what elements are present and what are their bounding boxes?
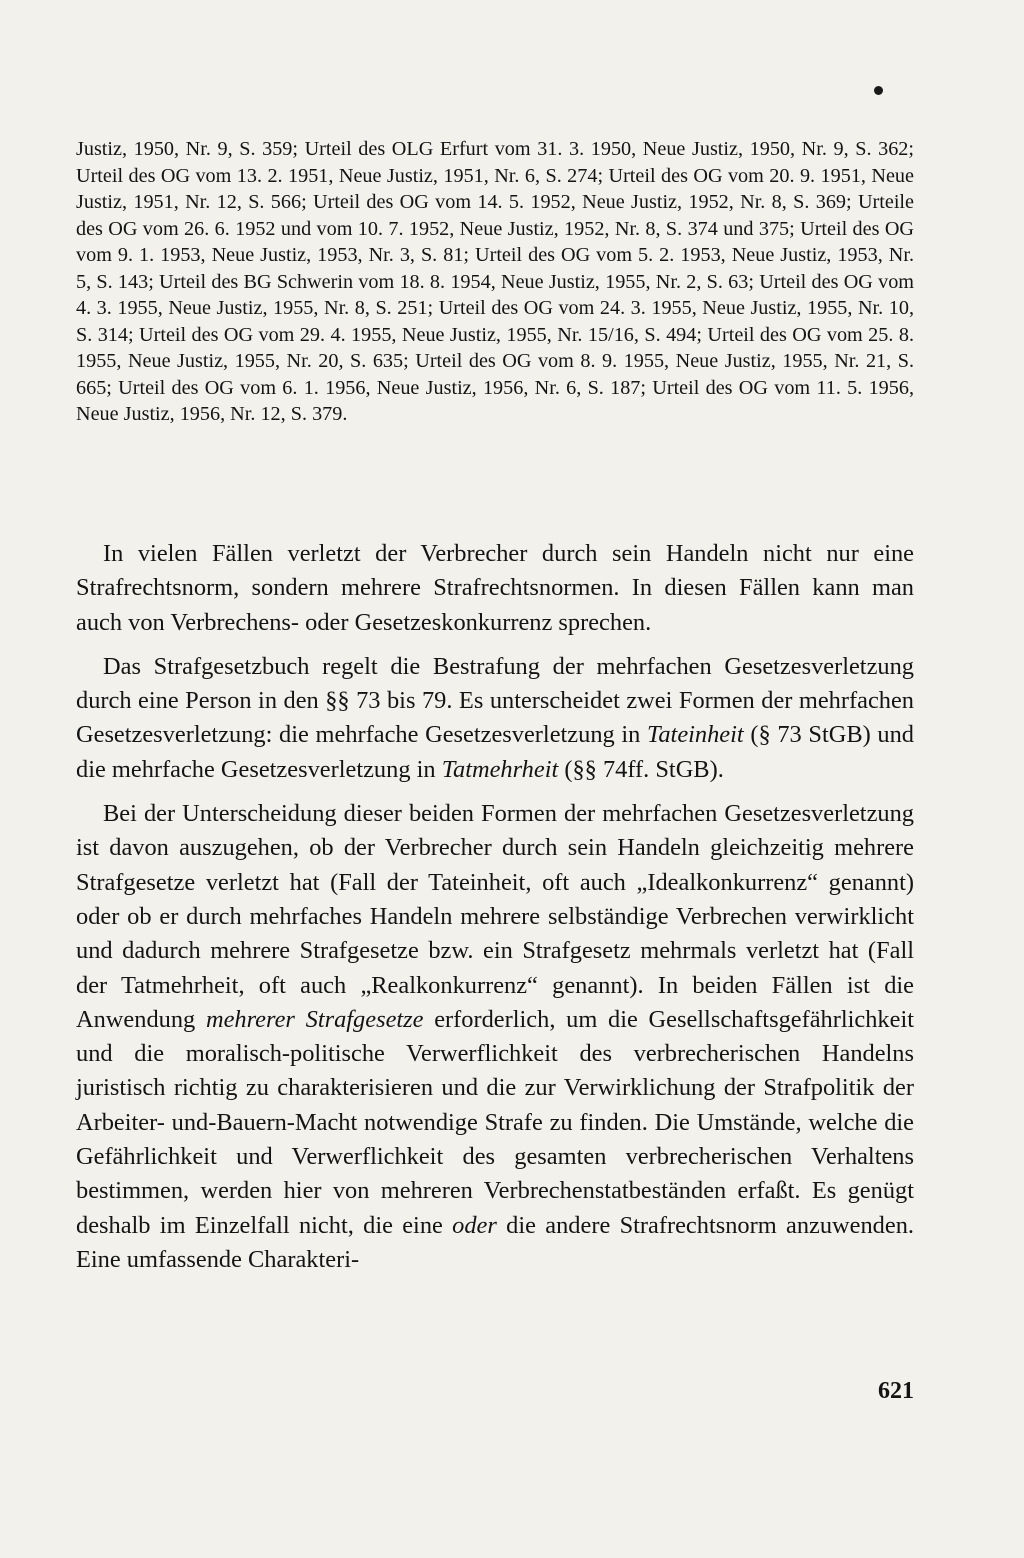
paragraph-2-text: (§ 73 StGB) und die mehrfache Gesetzesverletzung in	[76, 721, 914, 783]
ink-dot	[874, 86, 883, 95]
paragraph-2-text: Das Strafgesetzbuch regelt die Bestrafung der mehrfachen Gesetzesverletzung durch eine Person in den §§ 73 bis 79. Es unterscheidet zwei Formen der mehrfachen Gesetzesverletzung: die mehrfache Gesetzesverletzung in	[76, 652, 914, 749]
emphasis-oder: oder	[452, 1211, 497, 1239]
term-tateinheit: Tateinheit	[647, 721, 744, 749]
paragraph-1: In vielen Fällen verletzt der Verbrecher durch sein Handeln nicht nur eine Strafrechtsnorm, sondern mehrere Strafrechtsnormen. In diesen Fällen kann man auch von Verbrechens- oder Gesetzeskonkurrenz sprechen.	[76, 540, 914, 636]
paragraph-3	[76, 797, 914, 1277]
emphasis-mehrerer-strafgesetze: mehrerer Strafgesetze	[205, 1005, 424, 1033]
term-tatmehrheit: Tatmehrheit	[441, 755, 559, 783]
paragraph-2-text: (§§ 74ff. StGB).	[558, 755, 724, 783]
paragraph-3-text: erforderlich, um die Gesellschaftsgefährlichkeit und die moralisch-politische Verwerflichkeit des verbrecherischen Handelns juristisch richtig zu charakterisieren und die zur Verwirklichung der Strafpolitik der Arbeiter- und-Bauern-Macht notwendige Strafe zu finden. Die Umstände, welche die Gefährlichkeit und Verwerflichkeit des gesamten verbrecherischen Verhaltens bestimmen, werden hier von mehreren Verbrechenstatbeständen erfaßt. Es genügt deshalb im Einzelfall nicht, die eine	[76, 1005, 915, 1239]
main-text	[76, 537, 914, 1287]
footnote-references: Justiz, 1950, Nr. 9, S. 359; Urteil des OLG Erfurt vom 31. 3. 1950, Neue Justiz, 1950, Nr. 9, S. 362; Urteil des OG vom 13. 2. 1951, Neue Justiz, 1951, Nr. 6, S. 274; Urteil des OG vom 20. 9. 1951, Neue Justiz, 1951, Nr. 12, S. 566; Urteil des OG vom 14. 5. 1952, Neue Justiz, 1952, Nr. 8, S. 369; Urteile des OG vom 26. 6. 1952 und vom 10. 7. 1952, Neue Justiz, 1952, Nr. 8, S. 374 und 375; Urteil des OG vom 9. 1. 1953, Neue Justiz, 1953, Nr. 3, S. 81; Urteil des OG vom 5. 2. 1953, Neue Justiz, 1953, Nr. 5, S. 143; Urteil des BG Schwerin vom 18. 8. 1954, Neue Justiz, 1955, Nr. 2, S. 63; Urteil des OG vom 4. 3. 1955, Neue Justiz, 1955, Nr. 8, S. 251; Urteil des OG vom 24. 3. 1955, Neue Justiz, 1955, Nr. 10, S. 314; Urteil des OG vom 29. 4. 1955, Neue Justiz, 1955, Nr. 15/16, S. 494; Urteil des OG vom 25. 8. 1955, Neue Justiz, 1955, Nr. 20, S. 635; Urteil des OG vom 8. 9. 1955, Neue Justiz, 1955, Nr. 21, S. 665; Urteil des OG vom 6. 1. 1956, Neue Justiz, 1956, Nr. 6, S. 187; Urteil des OG vom 11. 5. 1956, Neue Justiz, 1956, Nr. 12, S. 379.	[76, 138, 914, 425]
paragraph-3-text: die andere Strafrechtsnorm anzuwenden. Eine umfassende Charakteri-	[76, 1211, 914, 1273]
paragraph-3-text: Bei der Unterscheidung dieser beiden Formen der mehrfachen Gesetzesverletzung ist davon auszugehen, ob der Verbrecher durch sein Handeln gleichzeitig mehrere Strafgesetze verletzt hat (Fall der Tateinheit, oft auch „Idealkonkurrenz“ genannt) oder ob er durch mehrfaches Handeln mehrere selbständige Verbrechen verwirklicht und dadurch mehrere Strafgesetze bzw. ein Strafgesetz mehrmals verletzt hat (Fall der Tatmehrheit, oft auch „Realkonkurrenz“ genannt). In beiden Fällen ist die Anwendung	[76, 800, 914, 1033]
page-number: 621	[878, 1378, 914, 1404]
paragraph-2	[76, 650, 914, 787]
